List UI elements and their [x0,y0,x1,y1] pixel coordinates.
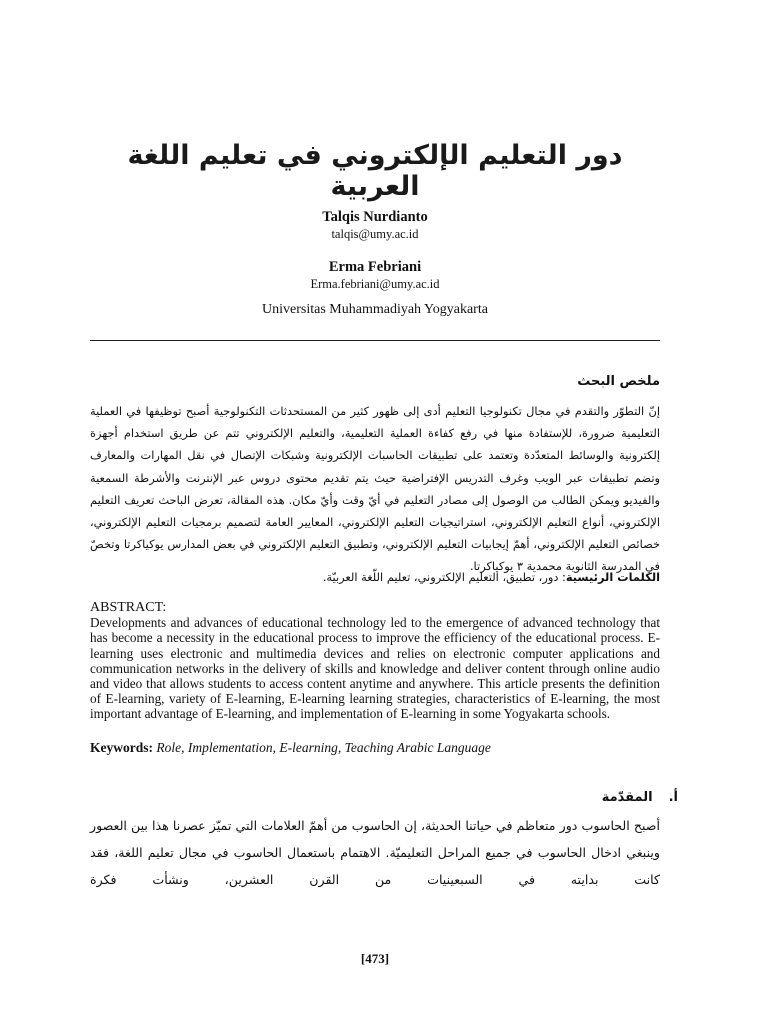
author-1-name: Talqis Nurdianto [322,209,428,225]
author-1 [90,209,660,242]
introduction-heading [602,790,678,805]
english-keywords-text: Role, Implementation, E-learning, Teaching Arabic Language [156,740,491,755]
introduction-number: أ. [668,790,678,805]
introduction-body [90,812,660,893]
author-1-email: talqis@umy.ac.id [331,227,419,241]
author-2-name: Erma Febriani [328,259,422,275]
affiliation: Universitas Muhammadiyah Yogyakarta [262,302,488,317]
page-number: [473] [360,951,390,966]
header-divider [90,340,660,341]
english-abstract-heading: ABSTRACT: [90,600,167,615]
english-keywords-label: Keywords: [90,740,153,755]
arabic-abstract [90,400,660,578]
introduction-text: أصبح الحاسوب دور متعاظم في حياتنا الحديثة، إن الحاسوب من أهمّ العلامات التي تميّز عصرنا هذا بين العصور وينبغي ادخال الحاسوب في جميع المراحل التعليميّة. الاهتمام باستعمال الحاسوب في مجال تعليم اللغة، فقد كانت بدايته في السبعينيات من القرن العشرين، ونشأت فكرة [90,818,660,887]
english-abstract-text: Developments and advances of educational technology led to the emergence of advanced technology that has become a necessity in the educational process to improve the efficiency of the educational process. E-learning uses electronic and multimedia devices and relies on electronic computer applications and communication networks in the delivery of skills and knowledge and deliver content through online audio and video that allows students to access content anytime and anywhere. This article presents the definition of E-learning, variety of E-learning, E-learning learning strategies, characteristics of E-learning, the most important advantage of E-learning, and implementation of E-learning in some Yogyakarta schools. [90,615,660,722]
introduction-title: المقدّمة [601,790,653,805]
arabic-abstract-text: إنّ التطوّر والتقدم في مجال تكنولوجيا التعليم أدى إلى ظهور كثير من المستحدثات التكنولوجية أصبح توظيفها في العملية التعليمية ضرورة، للإستفادة منها في رفع كفاءة العملية التعليمية، والتعليم الإلكتروني تتم عن طريق استخدام أجهزة إلكترونية والوسائط المتعدّدة وتعتمد على تطبيقات الحاسبات الإلكترونية وشبكات الإتصال في نقل المهارات والمعارف وتضم تطبيقات عبر الويب وغرف التدريس الإفتراضية حيث يتم تقديم محتوى دروس عبر الإنترنت والأشرطة السمعية والفيديو ويمكن الطالب من الوصول إلى مصادر التعليم في أيّ وقت وأيّ مكان. هذه المقالة، تعرض الباحث تعريف التعليم الإلكتروني، أنواع التعليم الإلكتروني، استراتيجيات التعليم الإلكتروني، المعايير العامة لتصميم برمجيات التعليم الإلكتروني، خصائص التعليم الإلكتروني، أهمّ إيجابيات التعليم الإلكتروني، وتطبيق التعليم الإلكتروني في بعض المدارس يوكياكرتا وتخصّ في المدرسة الثانوية محمدية ٣ يوكياكرتا. [90,404,660,574]
english-keywords [90,740,660,756]
author-2-email: Erma.febriani@umy.ac.id [310,277,440,291]
english-abstract [90,600,660,722]
author-2 [90,259,660,292]
arabic-abstract-heading: ملخص البحث [577,374,660,389]
arabic-keywords [90,570,660,584]
arabic-keywords-label: الكلمات الرئيسية [565,570,660,584]
paper-title: دور التعليم الإلكتروني في تعليم اللغة العربية [127,140,623,202]
arabic-keywords-text: : دور، تطبيق، التعليم الإلكتروني، تعليم اللّغة العربيّة. [322,570,566,584]
